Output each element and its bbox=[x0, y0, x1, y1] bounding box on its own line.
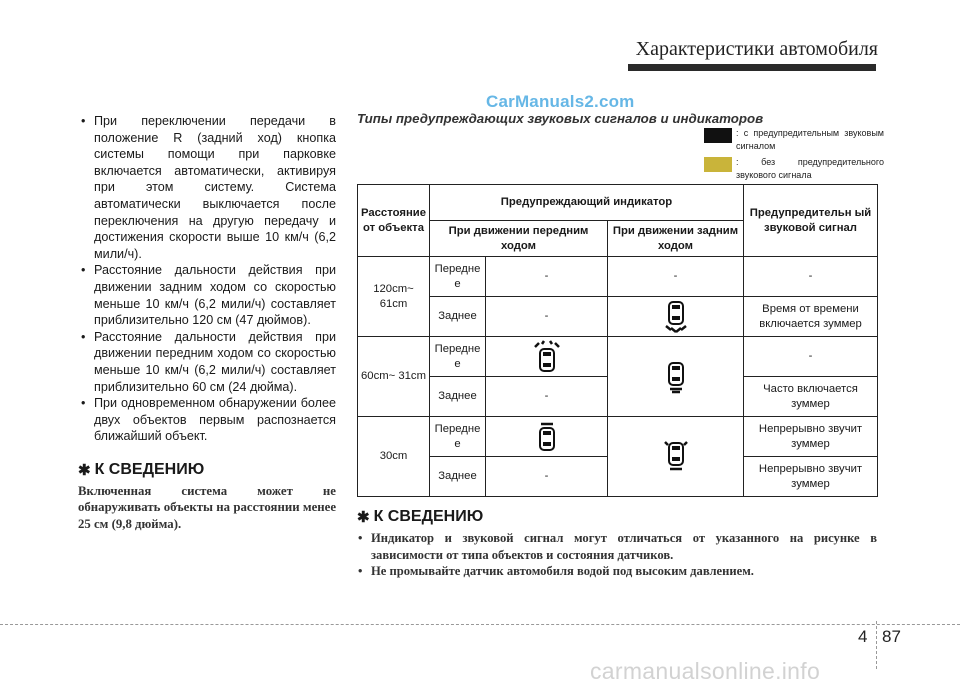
list-item: • Индикатор и звуковой сигнал могут отличаться от указанного на рисунке в зависимости от типа объектов и состояния датчиков. bbox=[357, 530, 877, 563]
table-row bbox=[358, 257, 878, 297]
car-front-near-icon bbox=[532, 419, 562, 455]
reverse-cell: - bbox=[608, 257, 744, 297]
forward-cell: - bbox=[486, 297, 608, 337]
footer-divider bbox=[0, 624, 960, 625]
header-indicator: Предупреждающий индикатор bbox=[430, 185, 744, 221]
header-title: Характеристики автомобиля bbox=[635, 38, 878, 60]
bullet-list bbox=[78, 113, 336, 445]
sensor-label: Заднее bbox=[430, 377, 486, 417]
list-item: • Расстояние дальности действия при движении задним ходом со скоростью меньше 10 км/ч (6,2 мили/ч) составляет приблизительно 120 см (47 дюймов). bbox=[78, 262, 336, 328]
distance-cell: 120cm~ 61cm bbox=[358, 257, 430, 337]
note-title bbox=[78, 461, 336, 479]
sound-cell: - bbox=[744, 257, 878, 297]
list-item: • Расстояние дальности действия при движении передним ходом со скоростью меньше 10 км/ч (6,2 мили/ч) составляет приблизительно 60 см (24 дюйма). bbox=[78, 329, 336, 395]
legend-text: : с предупредительным звуковым сигналом bbox=[736, 128, 884, 151]
sensor-label: Передне е bbox=[430, 257, 486, 297]
black-swatch-icon bbox=[704, 128, 732, 143]
header-reverse: При движении задним ходом bbox=[608, 221, 744, 257]
page-number: 87 bbox=[882, 627, 901, 646]
forward-cell: - bbox=[486, 257, 608, 297]
warning-table bbox=[357, 184, 878, 497]
sound-cell: Непрерывно звучит зуммер bbox=[744, 457, 878, 497]
legend-with-sound bbox=[704, 127, 884, 152]
legend-text: : без предупредительного звукового сигнала bbox=[736, 157, 884, 180]
sound-cell: Время от времени включается зуммер bbox=[744, 297, 878, 337]
legend-without-sound bbox=[704, 156, 884, 181]
car-rear-far-icon bbox=[658, 299, 694, 335]
distance-cell: 30cm bbox=[358, 417, 430, 497]
front-indicator-cell bbox=[486, 337, 608, 377]
rear-indicator-cell bbox=[608, 417, 744, 497]
car-front-mid-icon bbox=[530, 339, 564, 375]
sensor-label: Передне е bbox=[430, 417, 486, 457]
forward-cell: - bbox=[486, 377, 608, 417]
forward-cell: - bbox=[486, 457, 608, 497]
sound-cell: - bbox=[744, 337, 878, 377]
section-heading: Типы предупреждающих звуковых сигналов и индикаторов bbox=[357, 111, 764, 126]
page-number-divider bbox=[876, 621, 877, 669]
asterisk-icon: ✱ bbox=[357, 509, 370, 526]
yellow-swatch-icon bbox=[704, 157, 732, 172]
table-row bbox=[358, 297, 878, 337]
bottom-note bbox=[357, 508, 877, 580]
watermark-top[interactable]: CarManuals2.com bbox=[486, 92, 635, 111]
note-title-text: К СВЕДЕНИЮ bbox=[373, 508, 484, 525]
rear-indicator-cell bbox=[608, 297, 744, 337]
sound-cell: Часто включается зуммер bbox=[744, 377, 878, 417]
note-list bbox=[357, 530, 877, 580]
table-row bbox=[358, 417, 878, 457]
header-sound: Предупредительн ый звуковой сигнал bbox=[744, 185, 878, 257]
watermark-bottom[interactable]: carmanualsonline.info bbox=[590, 658, 821, 684]
header-forward: При движении передним ходом bbox=[430, 221, 608, 257]
header-distance: Расстояние от объекта bbox=[358, 185, 430, 257]
list-item: • При одновременном обнаружении более двух объектов первым распознается ближайший объект. bbox=[78, 395, 336, 445]
asterisk-icon: ✱ bbox=[78, 461, 91, 479]
chapter-number: 4 bbox=[858, 627, 868, 646]
table-row bbox=[358, 337, 878, 377]
distance-cell: 60cm~ 31cm bbox=[358, 337, 430, 417]
rear-indicator-cell bbox=[608, 337, 744, 417]
car-rear-mid-icon bbox=[661, 357, 691, 397]
sensor-label: Заднее bbox=[430, 297, 486, 337]
note-title bbox=[357, 508, 877, 526]
left-column bbox=[78, 113, 336, 532]
list-item: • Не промывайте датчик автомобиля водой под высоким давлением. bbox=[357, 563, 877, 580]
header-rule bbox=[628, 64, 876, 71]
sensor-label: Заднее bbox=[430, 457, 486, 497]
note-text: Включенная система может не обнаруживать объекты на расстоянии менее 25 см (9,8 дюйма). bbox=[78, 483, 336, 531]
sensor-label: Передне е bbox=[430, 337, 486, 377]
list-item: • При переключении передачи в положение R (задний ход) кнопка системы помощи при парковке включается автоматически, активируя при этом систему. Система автоматически выключается после переключения на другую передачу и достижения скорости выше 10 км/ч (6,2 мили/ч). bbox=[78, 113, 336, 262]
car-rear-near-icon bbox=[658, 437, 694, 477]
note-title-text: К СВЕДЕНИЮ bbox=[94, 460, 205, 478]
sound-cell: Непрерывно звучит зуммер bbox=[744, 417, 878, 457]
front-indicator-cell bbox=[486, 417, 608, 457]
